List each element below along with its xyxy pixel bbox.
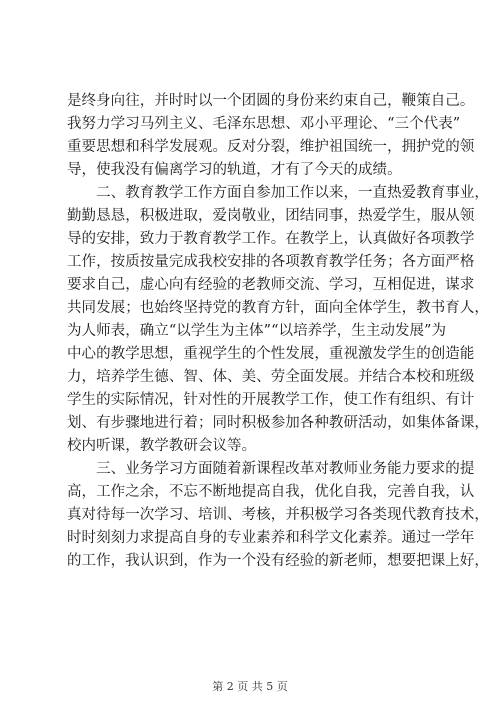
text-line: 工作，按质按量完成我校安排的各项教育教学任务；各方面严格 — [67, 254, 475, 270]
text-line: 时时刻刻力求提高自身的专业素养和科学文化素养。通过一学年 — [67, 530, 475, 546]
text-line: 导，使我没有偏离学习的轨道，才有了今天的成绩。 — [67, 162, 402, 178]
text-line: 划、有步骤地进行着；同时积极参加各种教研活动，如集体备课， — [67, 415, 489, 431]
text-line: 要求自己，虚心向有经验的老教师交流、学习，互相促进，谋求 — [67, 277, 475, 293]
text-line: 学生的实际情况，针对性的开展教学工作，使工作有组织、有计 — [67, 392, 475, 408]
text-line: 勤勤恳恳，积极进取，爱岗敬业，团结同事，热爱学生，服从领 — [67, 208, 475, 224]
text-line: 重要思想和科学发展观。反对分裂，维护祖国统一，拥护党的领 — [67, 139, 475, 155]
text-line: 校内听课，教学教研会议等。 — [67, 438, 257, 454]
text-line: 为人师表，确立“以学生为主体”“以培养学，生主动发展”为 — [67, 323, 447, 339]
document-body — [67, 90, 489, 573]
page-number-footer: 第 2 页 共 5 页 — [212, 680, 288, 693]
text-line: 中心的教学思想，重视学生的个性发展，重视激发学生的创造能 — [67, 346, 475, 362]
text-line: 是终身向往，并时时以一个团圆的身份来约束自己，鞭策自己。 — [67, 93, 475, 109]
text-line: 力，培养学生德、智、体、美、劳全面发展。并结合本校和班级 — [67, 369, 475, 385]
text-line: 高，工作之余，不忘不断地提高自我，优化自我，完善自我，认 — [67, 484, 475, 500]
text-line: 共同发展；也始终坚持党的教育方针，面向全体学生，教书育人， — [67, 300, 489, 316]
text-line: 三、业务学习方面随着新课程改革对教师业务能力要求的提 — [67, 461, 475, 477]
text-line: 的工作，我认识到，作为一个没有经验的新老师，想要把课上好， — [67, 553, 489, 569]
text-line: 我努力学习马列主义、毛泽东思想、邓小平理论、“三个代表” — [67, 116, 461, 132]
text-line: 真对待每一次学习、培训、考核，并积极学习各类现代教育技术， — [67, 507, 489, 523]
text-line: 二、教育教学工作方面自参加工作以来，一直热爱教育事业， — [67, 185, 489, 201]
text-line: 导的安排，致力于教育教学工作。在教学上，认真做好各项教学 — [67, 231, 475, 247]
